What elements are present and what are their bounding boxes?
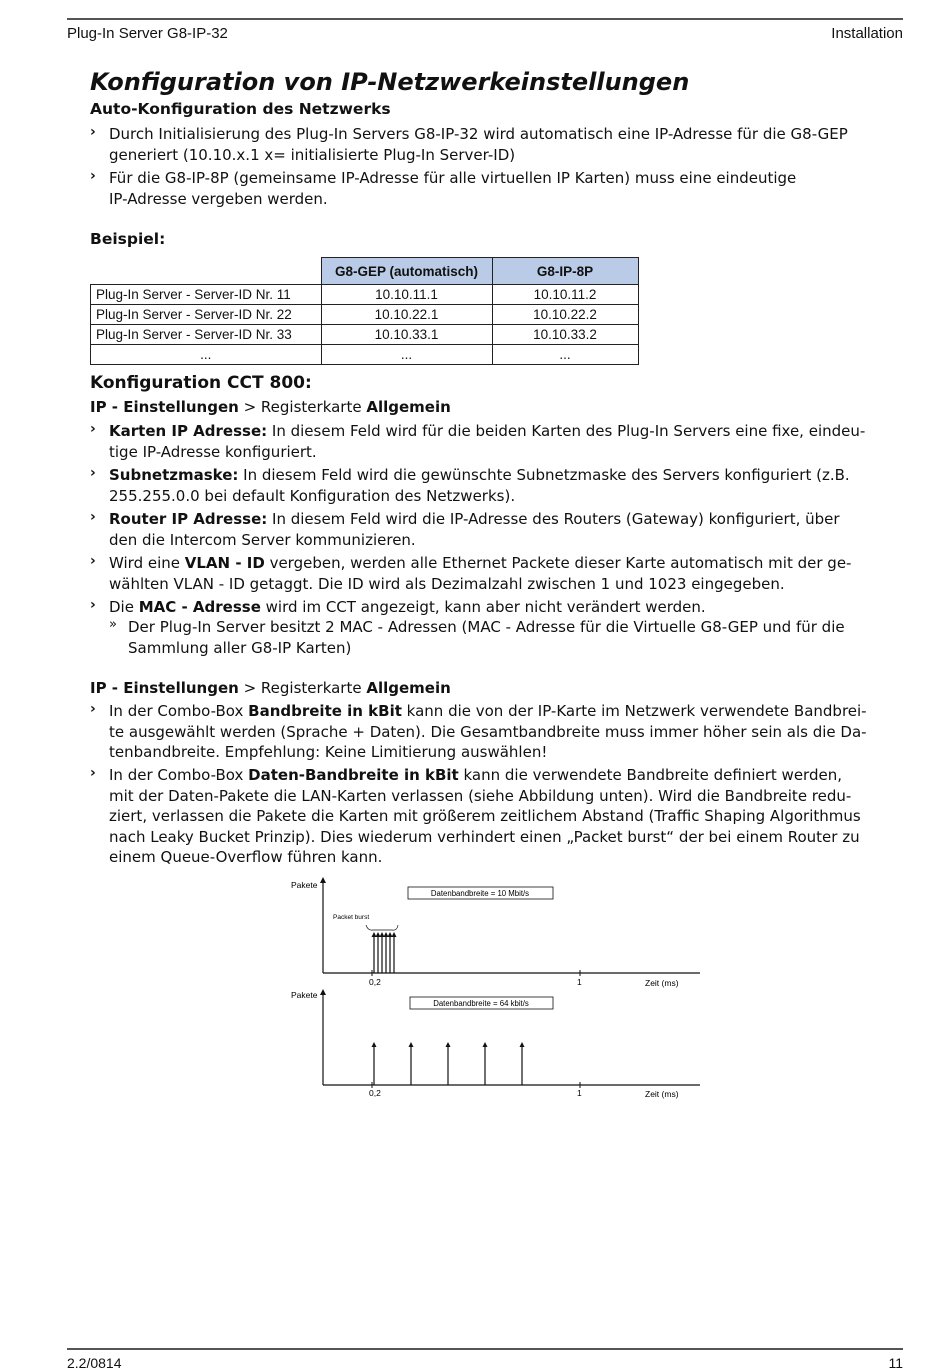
list-item: › Karten IP Adresse: In diesem Feld wird für die beiden Karten des Plug-In Servers eine fixe, eindeu- tige IP-Adresse konfiguriert.: [90, 421, 866, 461]
list-item: › In der Combo-Box Daten-Bandbreite in kBit kann die verwendete Bandbreite definiert werden, mit der Daten-Pakete die LAN-Karten verlassen (siehe Abbildung unten). Wird die Bandbreite redu- ziert, verlassen die Pakete die Karten mit größerem zeitlichem Abstand (Traffic Shaping Algorithmus nach Leaky Bucket Prinzip). Dies wiederum verhindert einen „Packet burst“ der bei einem Router zu einem Queue-Overflow führen kann.: [90, 765, 861, 866]
list-item: › In der Combo-Box Bandbreite in kBit kann die von der IP-Karte im Netzwerk verwendete Bandbrei- te ausgewählt werden (Sprache + Daten). Die Gesamtbandbreite muss immer höher sein als die Da- tenbandbreite. Empfehlung: Keine Limitierung auswählen!: [90, 701, 867, 761]
bottom-x-label: Zeit (ms): [645, 1089, 679, 1099]
list-item: › Subnetzmaske: In diesem Feld wird die gewünschte Subnetzmaske des Servers konfiguriert (z.B. 255.255.0.0 bei default Konfiguration des Netzwerks).: [90, 465, 850, 505]
bottom-y-label: Pakete: [291, 990, 318, 1000]
list-item: » Der Plug-In Server besitzt 2 MAC - Adressen (MAC - Adresse für die Virtuelle G8-GEP und für die Sammlung aller G8-IP Karten): [109, 617, 845, 657]
spaced-arrows: [372, 1042, 525, 1085]
packet-arrowhead: [372, 1042, 377, 1047]
list-item: › Für die G8-IP-8P (gemeinsame IP-Adresse für alle virtuellen IP Karten) muss eine eindeutige IP-Adresse vergeben werden.: [90, 168, 797, 208]
ip-settings-path-1: IP - Einstellungen > Registerkarte Allgemein: [90, 398, 451, 416]
ip-settings-path-2: IP - Einstellungen > Registerkarte Allgemein: [90, 679, 451, 697]
top-x-label: Zeit (ms): [645, 978, 679, 988]
column-header-gep: G8-GEP (automatisch): [321, 258, 492, 285]
packet-arrowhead: [520, 1042, 525, 1047]
example-heading: Beispiel:: [90, 230, 166, 248]
page-header: [67, 18, 903, 48]
footer-version: 2.2/0814: [67, 1355, 122, 1371]
top-tick-02: 0,2: [369, 977, 381, 987]
list-item: › Die MAC - Adresse wird im CCT angezeigt, kann aber nicht verändert werden.: [90, 597, 706, 616]
auto-config-heading: Auto-Konfiguration des Netzwerks: [90, 100, 391, 118]
table-row: ... ... ...: [91, 345, 639, 365]
list-item: › Wird eine VLAN - ID vergeben, werden alle Ethernet Packete dieser Karte automatisch mit der ge- wählten VLAN - ID getaggt. Die ID wird als Dezimalzahl zwischen 1 und 1023 eingegeben.: [90, 553, 852, 593]
bottom-tick-1: 1: [577, 1088, 582, 1098]
packet-arrowhead: [483, 1042, 488, 1047]
packet-arrowhead: [392, 932, 397, 937]
list-item: › Durch Initialisierung des Plug-In Servers G8-IP-32 wird automatisch eine IP-Adresse für die G8-GEP generiert (10.10.x.1 x= initialisierte Plug-In Server-ID): [90, 124, 848, 164]
packet-arrowhead: [372, 932, 377, 937]
cct-heading: Konfiguration CCT 800:: [90, 373, 312, 393]
bottom-tick-02: 0,2: [369, 1088, 381, 1098]
burst-arrows: [372, 932, 397, 973]
column-header-ip8p: G8-IP-8P: [492, 258, 638, 285]
packet-arrowhead: [380, 932, 385, 937]
packet-arrowhead: [446, 1042, 451, 1047]
top-bandwidth-label: Datenbandbreite = 10 Mbit/s: [430, 889, 530, 898]
top-tick-1: 1: [577, 977, 582, 987]
packet-arrowhead: [376, 932, 381, 937]
table-row: Plug-In Server - Server-ID Nr. 33 10.10.33.1 10.10.33.2: [91, 325, 639, 345]
list-item: › Router IP Adresse: In diesem Feld wird die IP-Adresse des Routers (Gateway) konfiguriert, über den die Intercom Server kommunizieren.: [90, 509, 840, 549]
page-footer: [67, 1348, 903, 1372]
page-title: Konfiguration von IP-Netzwerkeinstellungen: [90, 68, 690, 96]
ip-example-table: [90, 257, 639, 365]
packet-arrowhead: [409, 1042, 414, 1047]
bottom-bandwidth-label: Datenbandbreite = 64 kbit/s: [433, 999, 529, 1008]
packet-arrowhead: [388, 932, 393, 937]
table-row: Plug-In Server - Server-ID Nr. 22 10.10.22.1 10.10.22.2: [91, 305, 639, 325]
top-y-label: Pakete: [291, 880, 318, 890]
packet-arrowhead: [384, 932, 389, 937]
page-number: 11: [888, 1355, 903, 1371]
burst-label: Packet burst: [333, 914, 370, 921]
header-section: Installation: [831, 25, 903, 42]
header-product: Plug-In Server G8-IP-32: [67, 25, 228, 42]
burst-brace: [366, 925, 398, 930]
table-row: Plug-In Server - Server-ID Nr. 11 10.10.11.1 10.10.11.2: [91, 285, 639, 305]
bandwidth-diagram: [280, 870, 700, 1105]
